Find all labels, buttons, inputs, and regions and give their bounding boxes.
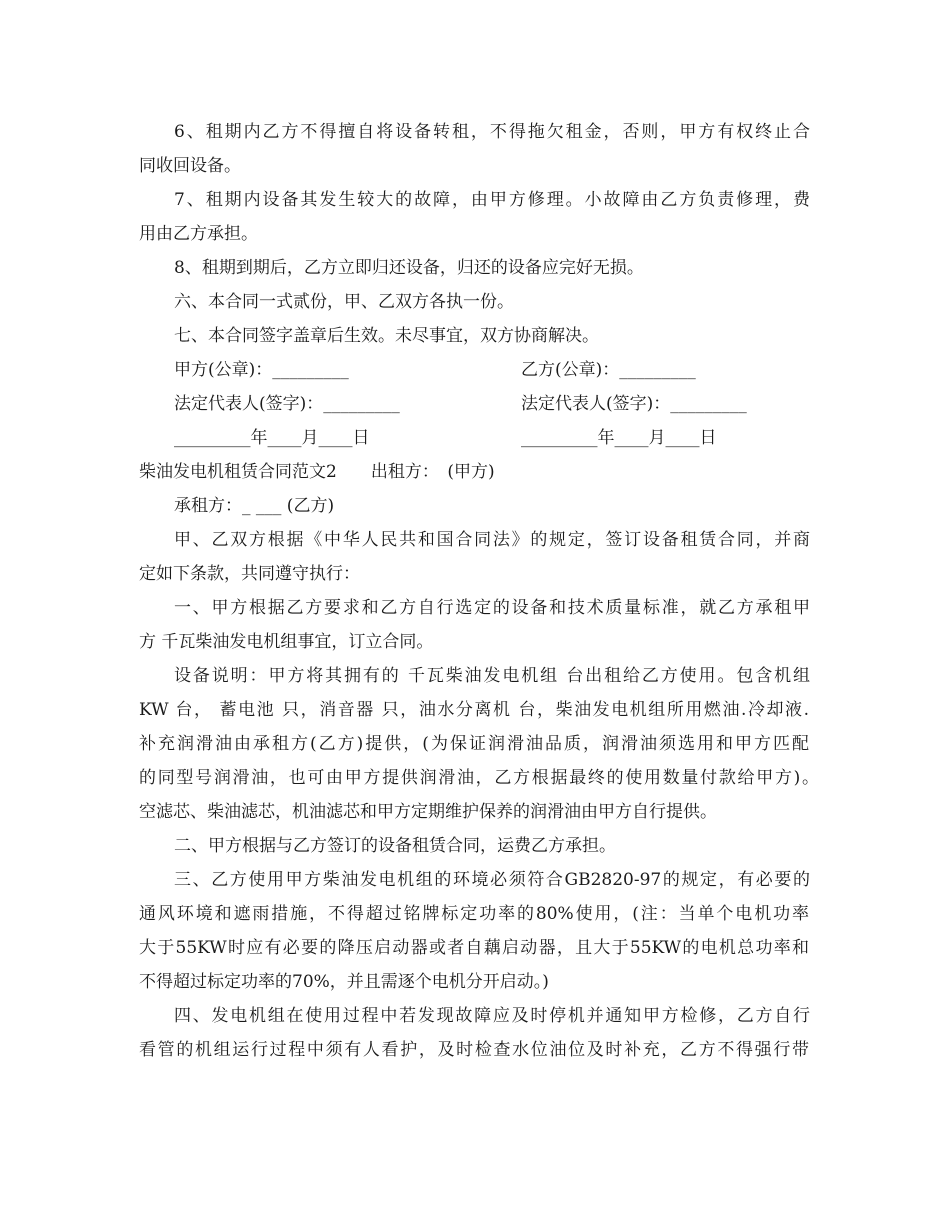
party-a-date: _________年____月____日 (174, 428, 370, 448)
article-7: 七、本合同签字盖章后生效。未尽事宜，双方协商解决。 (174, 326, 599, 346)
article-2: 二、甲方根据与乙方签订的设备租赁合同，运费乙方承担。 (174, 836, 616, 856)
article-1-line-2: 方 千瓦柴油发电机组事宜，订立合同。 (139, 632, 434, 652)
clause-8: 8、租期到期后，乙方立即归还设备，归还的设备应完好无损。 (174, 258, 644, 278)
article-6: 六、本合同一式贰份，甲、乙双方各执一份。 (174, 292, 514, 312)
article-4-line-2: 看管的机组运行过程中须有人看护，及时检查水位油位及时补充，乙方不得强行带 (139, 1040, 809, 1060)
equipment-line-2: KW 台， 蓄电池 只，消音器 只，油水分离机 台，柴油发电机组所用燃油.冷却液. (139, 700, 809, 720)
section2-title: 柴油发电机租赁合同范文2 出租方： (甲方) (139, 462, 495, 482)
party-b-representative: 法定代表人(签字)：_________ (521, 394, 747, 414)
party-b-date: _________年____月____日 (521, 428, 717, 448)
equipment-line-4: 的同型号润滑油，也可由甲方提供润滑油，乙方根据最终的使用数量付款给甲方)。 (139, 768, 819, 788)
article-1-line-1: 一、甲方根据乙方要求和乙方自行选定的设备和技术质量标准，就乙方承租甲 (174, 598, 810, 618)
article-3-line-4: 不得超过标定功率的70%，并且需逐个电机分开启动。) (139, 972, 549, 992)
article-3-line-3: 大于55KW时应有必要的降压启动器或者自藕启动器，且大于55KW的电机总功率和 (139, 938, 809, 958)
article-3-line-2: 通风环境和遮雨措施，不得超过铭牌标定功率的80%使用，(注：当单个电机功率 (139, 904, 809, 924)
article-4-line-1: 四、发电机组在使用过程中若发现故障应及时停机并通知甲方检修，乙方自行 (174, 1006, 810, 1026)
clause-7-line-1: 7、租期内设备其发生较大的故障，由甲方修理。小故障由乙方负责修理，费 (174, 190, 810, 210)
article-3-line-1: 三、乙方使用甲方柴油发电机组的环境必须符合GB2820-97的规定，有必要的 (174, 870, 810, 890)
party-b-seal: 乙方(公章)：_________ (521, 360, 696, 380)
equipment-line-1: 设备说明：甲方将其拥有的 千瓦柴油发电机组 台出租给乙方使用。包含机组 (174, 666, 810, 686)
party-a-representative: 法定代表人(签字)：_________ (174, 394, 400, 414)
equipment-line-3: 补充润滑油由承租方(乙方)提供，(为保证润滑油品质，润滑油须选用和甲方匹配 (139, 734, 809, 754)
preamble-line-1: 甲、乙双方根据《中华人民共和国合同法》的规定，签订设备租赁合同，并商 (174, 530, 810, 550)
equipment-line-5: 空滤芯、柴油滤芯，机油滤芯和甲方定期维护保养的润滑油由甲方自行提供。 (139, 802, 717, 822)
clause-7-line-2: 用由乙方承担。 (139, 224, 258, 244)
preamble-line-2: 定如下条款，共同遵守执行： (139, 564, 360, 584)
lessee-line: 承租方：_ ___ (乙方) (174, 496, 335, 516)
party-a-seal: 甲方(公章)：_________ (174, 360, 349, 380)
clause-6-line-1: 6、租期内乙方不得擅自将设备转租，不得拖欠租金，否则，甲方有权终止合 (174, 122, 810, 142)
clause-6-line-2: 同收回设备。 (139, 156, 241, 176)
